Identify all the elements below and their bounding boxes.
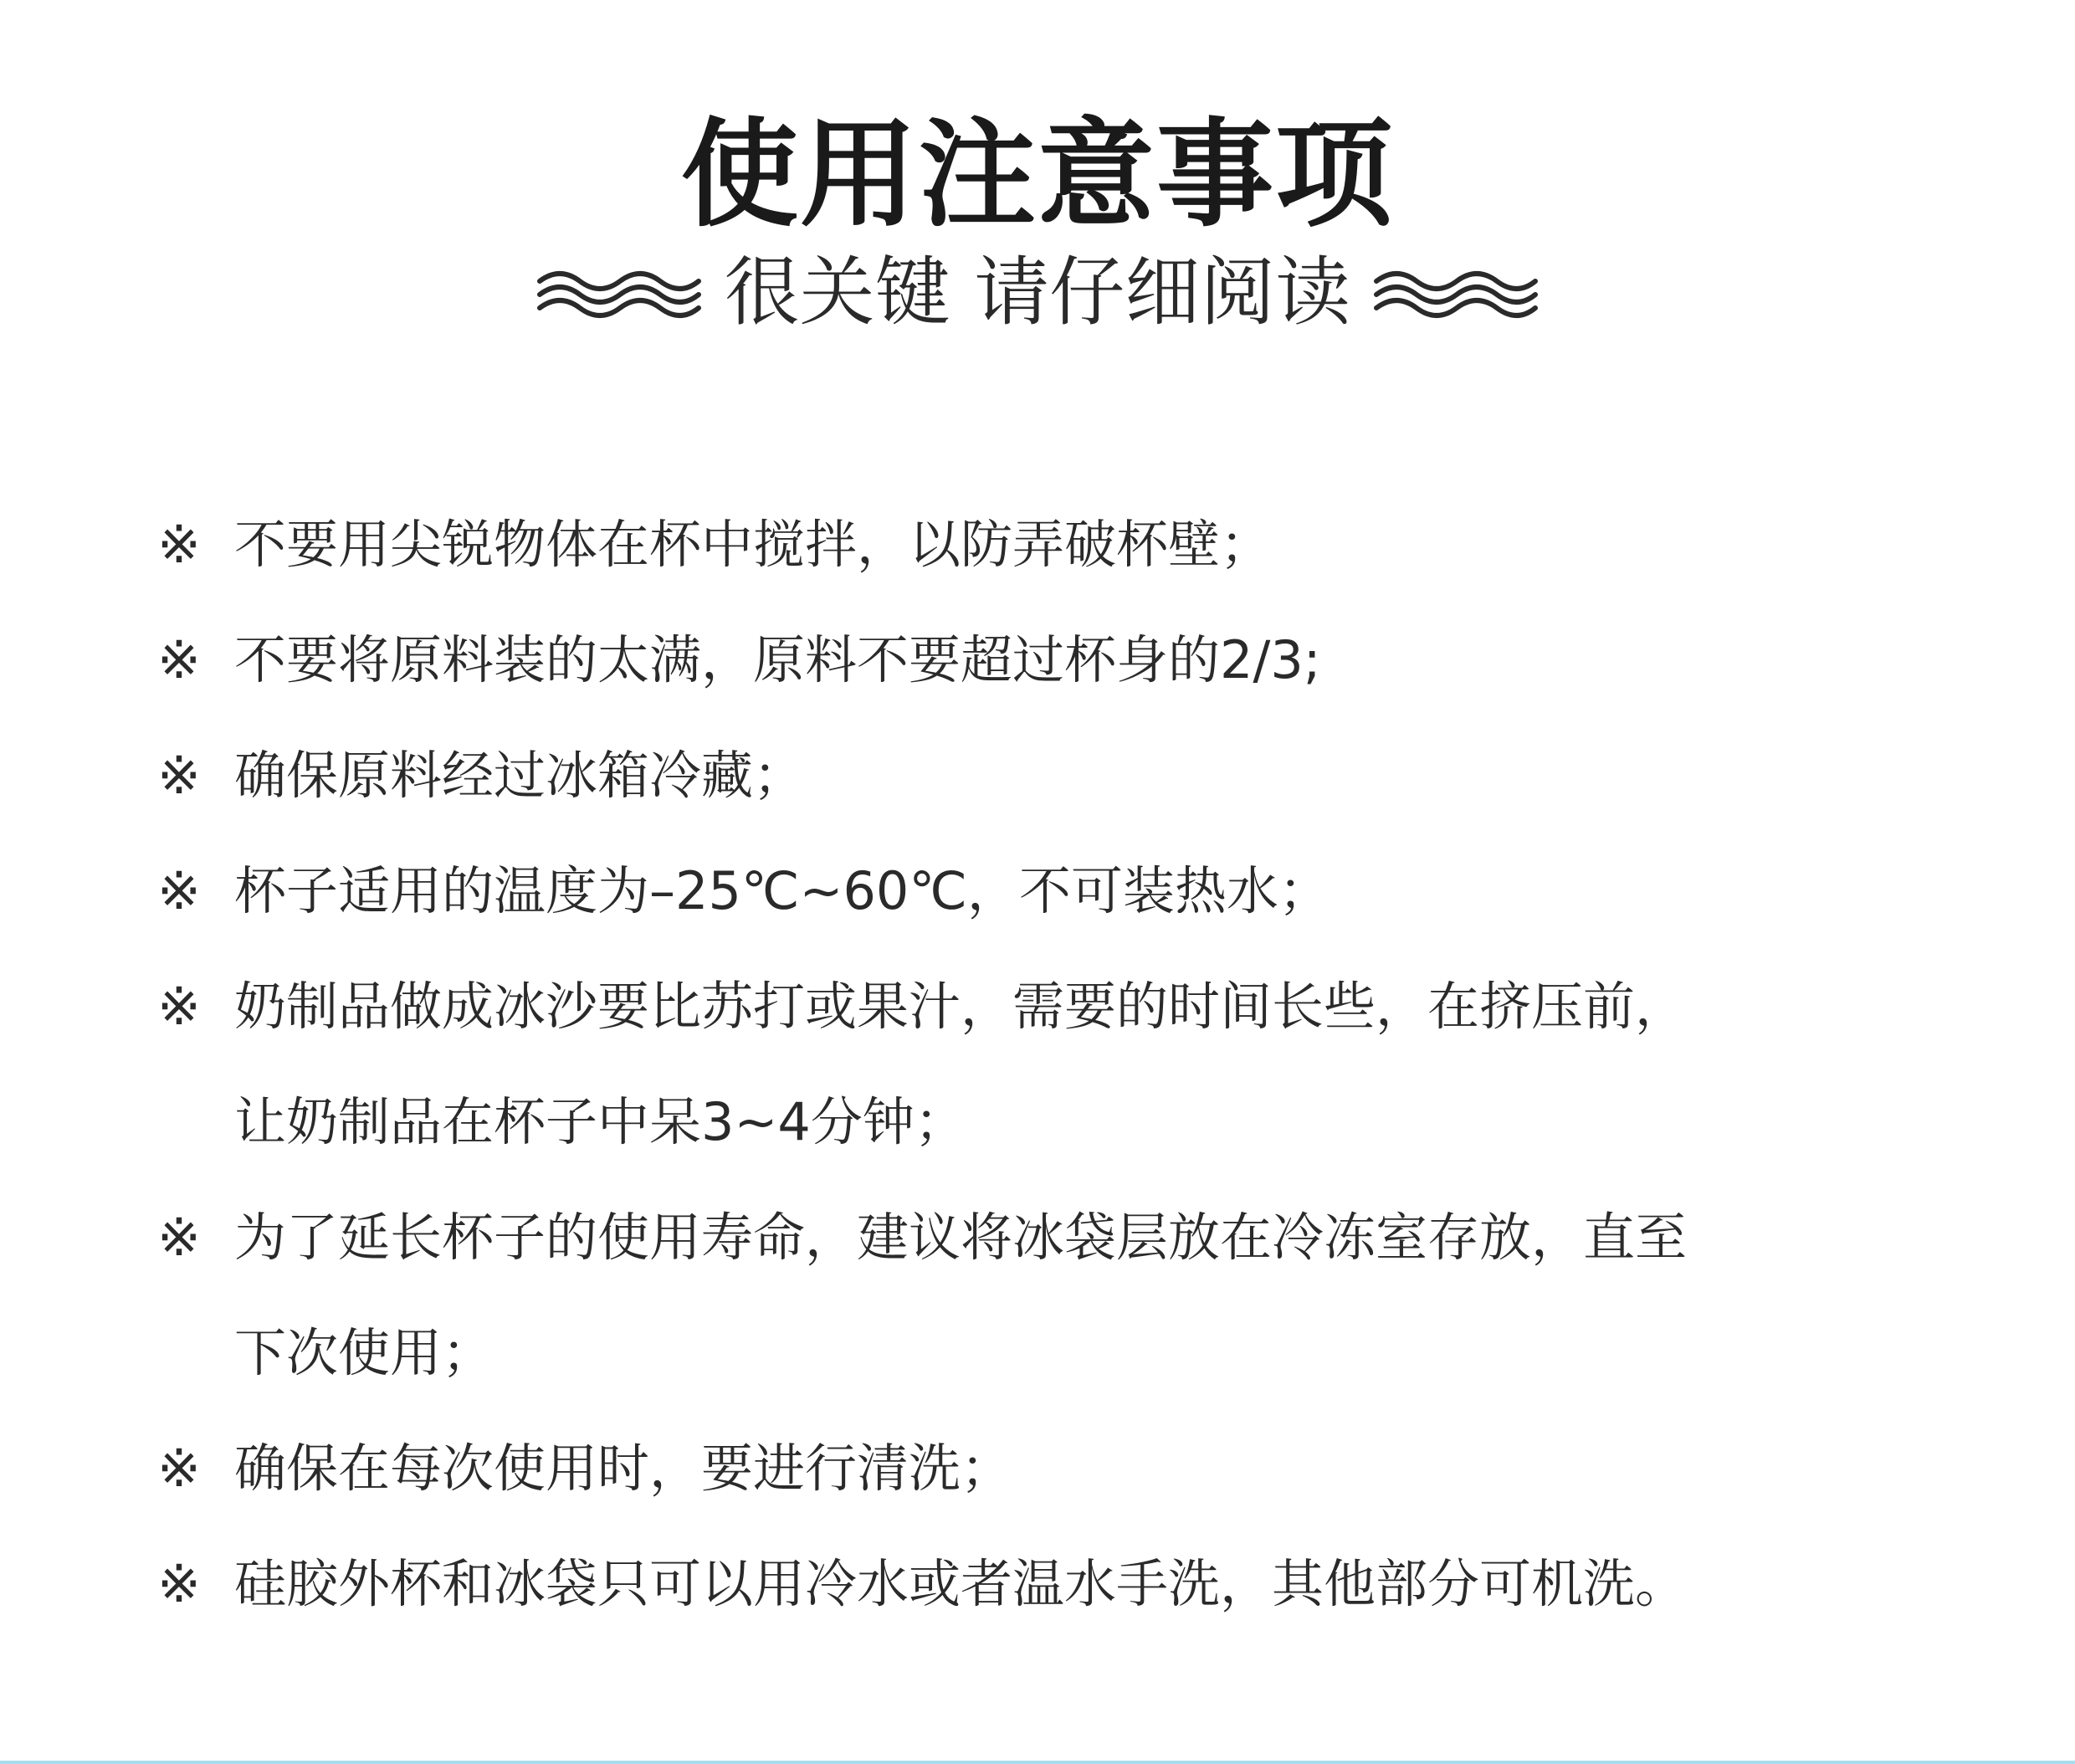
- note-text: [234, 949, 1931, 1180]
- note-line: 为了延长杯子的使用寿命，建议将冰袋层放在冷冻室存放，直至: [234, 1207, 1688, 1268]
- bottom-divider: [0, 1761, 2075, 1764]
- note-text: [234, 1411, 1931, 1526]
- note-item: [157, 1180, 1931, 1411]
- note-line: 确保在每次使用时，要进行清洗；: [234, 1438, 1013, 1499]
- reference-mark: ※: [157, 1207, 201, 1268]
- page-title: 使用注意事项: [680, 107, 1394, 244]
- note-text: [234, 1180, 1931, 1411]
- note-item: [157, 1526, 1931, 1642]
- note-line: 奶制品做成冰沙要比苏打或果汁，需要的时间长些，在挤压前，: [234, 976, 1688, 1037]
- notes-list: [157, 487, 1931, 1642]
- note-item: [157, 487, 1931, 603]
- note-line: 杯子适用的温度为–25℃~60℃，不可装热水；: [234, 860, 1330, 921]
- page-subtitle: 很关键 请仔细阅读: [724, 249, 1351, 336]
- note-text: [234, 833, 1931, 949]
- note-item: [157, 833, 1931, 949]
- note-item: [157, 949, 1931, 1180]
- note-line: 不要用尖锐物体在杯中搅拌，以防弄破杯壁；: [234, 514, 1273, 575]
- note-text: [234, 1526, 1931, 1642]
- wave-lines-icon: [535, 259, 703, 326]
- wave-lines-icon: [1372, 259, 1540, 326]
- note-item: [157, 1411, 1931, 1526]
- reference-mark: ※: [157, 860, 201, 921]
- subtitle-row: [0, 247, 2075, 339]
- reference-mark: ※: [157, 629, 201, 690]
- reference-mark: ※: [157, 745, 201, 806]
- note-line: 确保原料经过冰箱冷藏；: [234, 745, 806, 806]
- note-text: [234, 718, 1931, 833]
- note-text: [234, 603, 1931, 718]
- note-line: 不要将原料装的太满，原料不要超过杯身的2/3;: [234, 629, 1321, 690]
- note-line: 硅胶外杯和冰袋只可以用冷水或者温水手洗，其他部分可机洗。: [234, 1553, 1688, 1614]
- note-line-continued: 让奶制品在杯子中呆3~4分钟；: [234, 1091, 966, 1152]
- reference-mark: ※: [157, 1438, 201, 1499]
- reference-mark: ※: [157, 1553, 201, 1614]
- reference-mark: ※: [157, 976, 201, 1037]
- note-item: [157, 718, 1931, 833]
- note-text: [234, 487, 1931, 603]
- note-item: [157, 603, 1931, 718]
- reference-mark: ※: [157, 514, 201, 575]
- note-line-continued: 下次使用；: [234, 1322, 494, 1383]
